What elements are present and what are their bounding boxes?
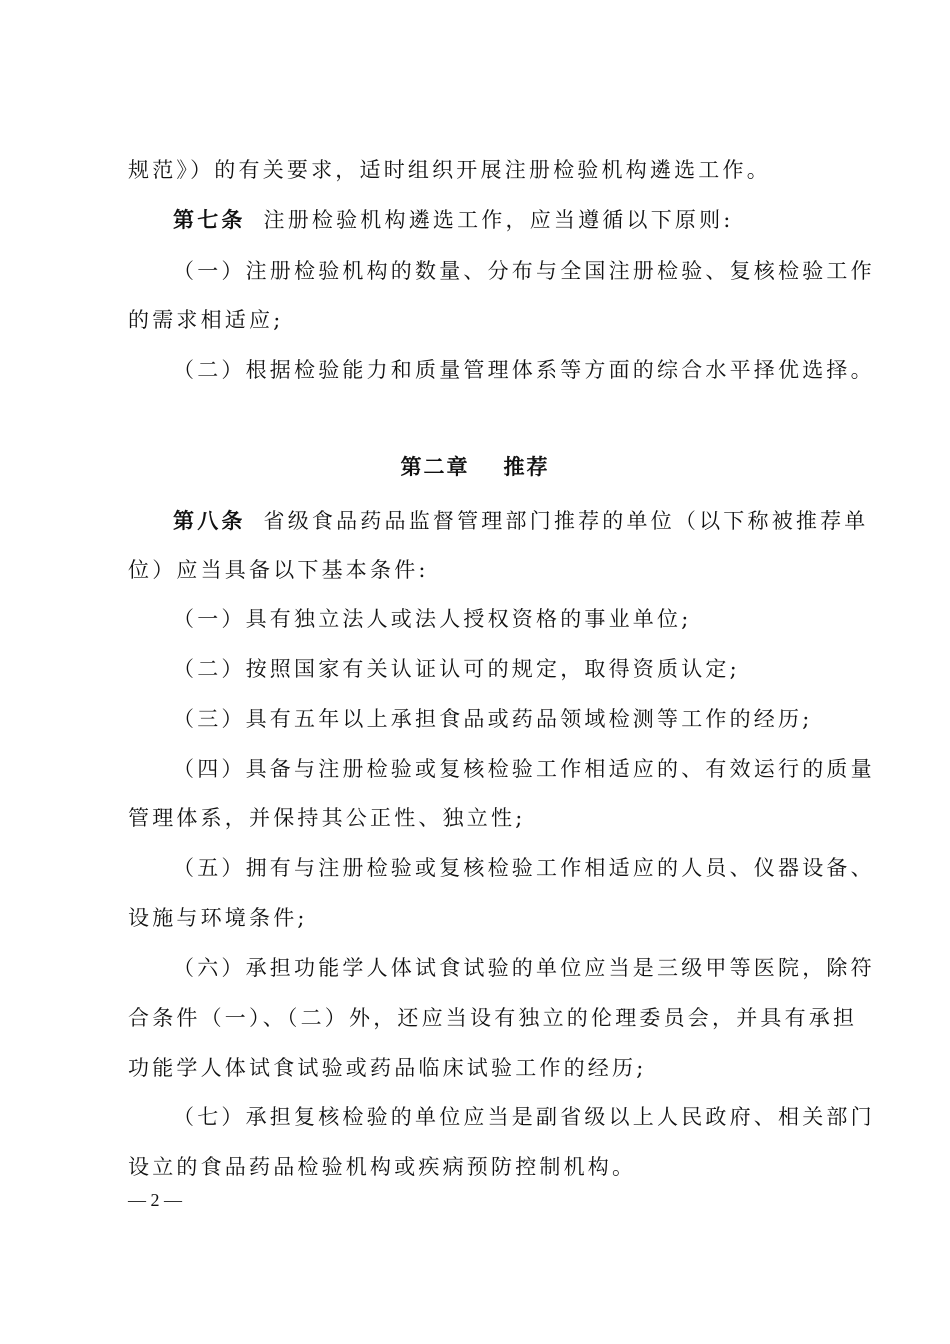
paragraph-line: （二）按照国家有关认证认可的规定，取得资质认定; bbox=[173, 657, 740, 681]
article-text: 注册检验机构遴选工作，应当遵循以下原则: bbox=[263, 208, 734, 232]
article-7 bbox=[173, 205, 734, 235]
paragraph-line: 设施与环境条件; bbox=[128, 906, 308, 930]
paragraph-line: 功能学人体试食试验或药品临床试验工作的经历; bbox=[128, 1056, 647, 1080]
paragraph-line: （七）承担复核检验的单位应当是副省级以上人民政府、相关部门 bbox=[173, 1105, 875, 1129]
article-text: 省级食品药品监督管理部门推荐的单位（以下称被推荐单 bbox=[263, 509, 869, 533]
article-label: 第七条 bbox=[173, 207, 246, 232]
paragraph-line: （五）拥有与注册检验或复核检验工作相适应的人员、仪器设备、 bbox=[173, 856, 875, 880]
paragraph-line: 位）应当具备以下基本条件: bbox=[128, 558, 429, 582]
article-8 bbox=[173, 506, 869, 536]
paragraph-line: 管理体系，并保持其公正性、独立性; bbox=[128, 806, 526, 830]
page-number: — 2 — bbox=[128, 1190, 182, 1210]
paragraph-line: （一）具有独立法人或法人授权资格的事业单位; bbox=[173, 607, 692, 631]
chapter-title: 推荐 bbox=[503, 454, 550, 479]
paragraph-line: （三）具有五年以上承担食品或药品领域检测等工作的经历; bbox=[173, 707, 813, 731]
chapter-number: 第二章 bbox=[400, 454, 470, 479]
paragraph-line: 规范》）的有关要求，适时组织开展注册检验机构遴选工作。 bbox=[128, 158, 771, 182]
paragraph-line: （四）具备与注册检验或复核检验工作相适应的、有效运行的质量 bbox=[173, 757, 875, 781]
paragraph-line: 设立的食品药品检验机构或疾病预防控制机构。 bbox=[128, 1155, 637, 1179]
paragraph-line: 的需求相适应; bbox=[128, 308, 284, 332]
paragraph-line: （二）根据检验能力和质量管理体系等方面的综合水平择优选择。 bbox=[173, 358, 875, 382]
article-label: 第八条 bbox=[173, 508, 246, 533]
paragraph-line: 合条件（一）、（二）外，还应当设有独立的伦理委员会，并具有承担 bbox=[128, 1006, 858, 1030]
chapter-heading bbox=[0, 452, 950, 482]
paragraph-line: （一）注册检验机构的数量、分布与全国注册检验、复核检验工作 bbox=[173, 259, 875, 283]
paragraph-line: （六）承担功能学人体试食试验的单位应当是三级甲等医院，除符 bbox=[173, 956, 875, 980]
